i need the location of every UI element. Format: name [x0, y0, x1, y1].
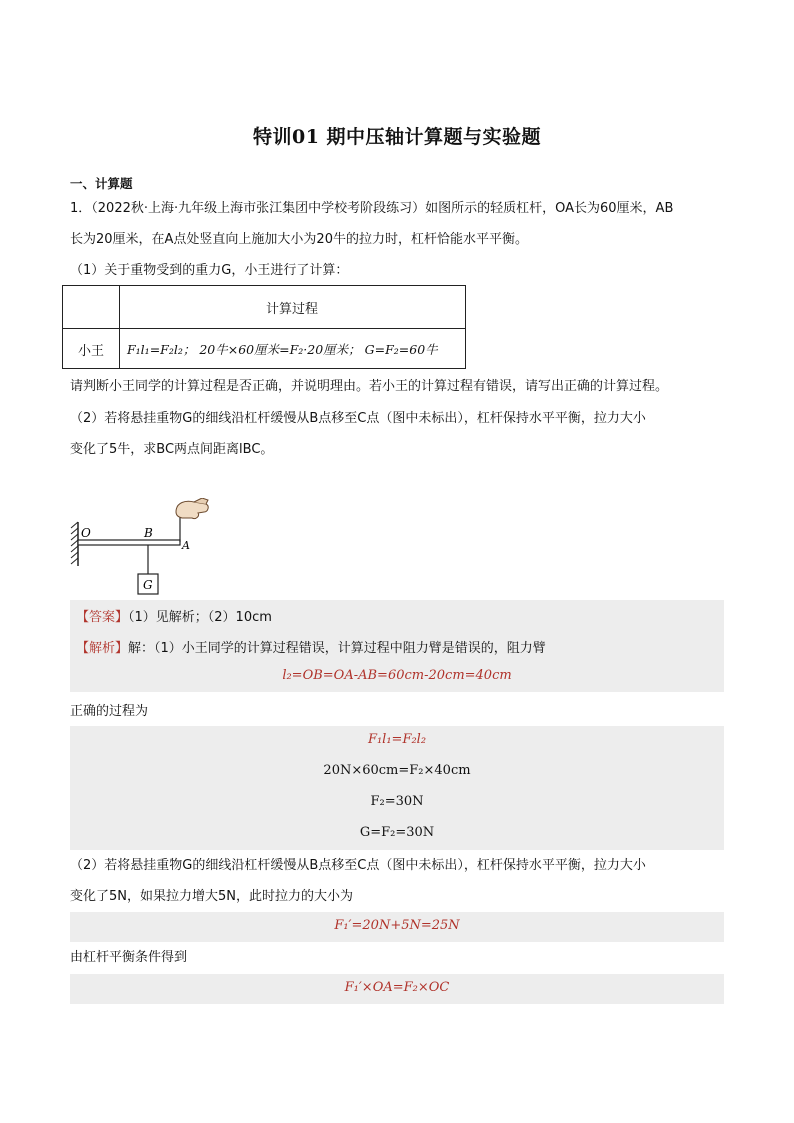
analysis-line — [76, 637, 546, 656]
equation-6: F₁′=20N+5N=25N — [334, 918, 460, 933]
label-b: B — [144, 526, 153, 540]
equation-7: F₁′×OA=F₂×OC — [344, 980, 450, 995]
section-heading: 一、计算题 — [70, 176, 133, 191]
balance-condition-text: 由杠杆平衡条件得到 — [70, 950, 188, 965]
correct-process-text: 正确的过程为 — [70, 704, 149, 719]
equation-4: F₂=30N — [370, 794, 424, 809]
lever-bar — [78, 540, 180, 545]
part-2-line-2: 变化了5N，如果拉力增大5N，此时拉力的大小为 — [70, 889, 353, 904]
analysis-label: 【解析】 — [76, 641, 129, 656]
hand-icon — [176, 498, 208, 519]
question-after-table: 请判断小王同学的计算过程是否正确，并说明理由。若小王的计算过程有错误，请写出正确的计算过程。 — [70, 379, 669, 394]
question-line-1: 1．（2022秋·上海·九年级上海市张江集团中学校考阶段练习）如图所示的轻质杠杆，OA长为60厘米，AB — [70, 201, 674, 216]
equation-3: 20N×60cm=F₂×40cm — [323, 763, 471, 778]
calc-table — [62, 285, 466, 369]
answer-text: （1）见解析；（2）10cm — [128, 610, 272, 625]
equation-5: G=F₂=30N — [359, 825, 435, 840]
table-header: 计算过程 — [265, 301, 318, 317]
part-2-line-1: （2）若将悬挂重物G的细线沿杠杆缓慢从B点移至C点（图中未标出），杠杆保持水平平衡，拉力大小 — [70, 858, 646, 873]
label-o: O — [81, 526, 91, 540]
label-a: A — [182, 539, 190, 552]
question-line-2: 长为20厘米，在A点处竖直向上施加大小为20牛的拉力时，杠杆恰能水平平衡。 — [70, 232, 528, 247]
answer-line — [76, 606, 272, 625]
page-title: 特训01 期中压轴计算题与实验题 — [252, 126, 542, 148]
question-sub-1: （1）关于重物受到的重力G，小王进行了计算： — [70, 263, 349, 278]
equation-1: l₂=OB=OA-AB=60cm-20cm=40cm — [282, 668, 512, 683]
label-g: G — [143, 578, 153, 592]
analysis-text: 解：（1）小王同学的计算过程错误，计算过程中阻力臂是错误的，阻力臂 — [128, 641, 546, 656]
table-row-value: F₁l₁=F₂l₂； 20牛×60厘米=F₂·20厘米； G=F₂=60牛 — [127, 342, 438, 357]
equation-2: F₁l₁=F₂l₂ — [367, 732, 427, 747]
wall-hatching — [71, 522, 78, 566]
table-row-label: 小王 — [77, 343, 104, 359]
question-sub-2-line-1: （2）若将悬挂重物G的细线沿杠杆缓慢从B点移至C点（图中未标出），杠杆保持水平平衡，拉力大小 — [70, 411, 646, 426]
answer-label: 【答案】 — [76, 610, 129, 625]
lever-figure — [68, 498, 218, 602]
question-sub-2-line-2: 变化了5牛，求BC两点间距离lBC。 — [70, 442, 274, 457]
